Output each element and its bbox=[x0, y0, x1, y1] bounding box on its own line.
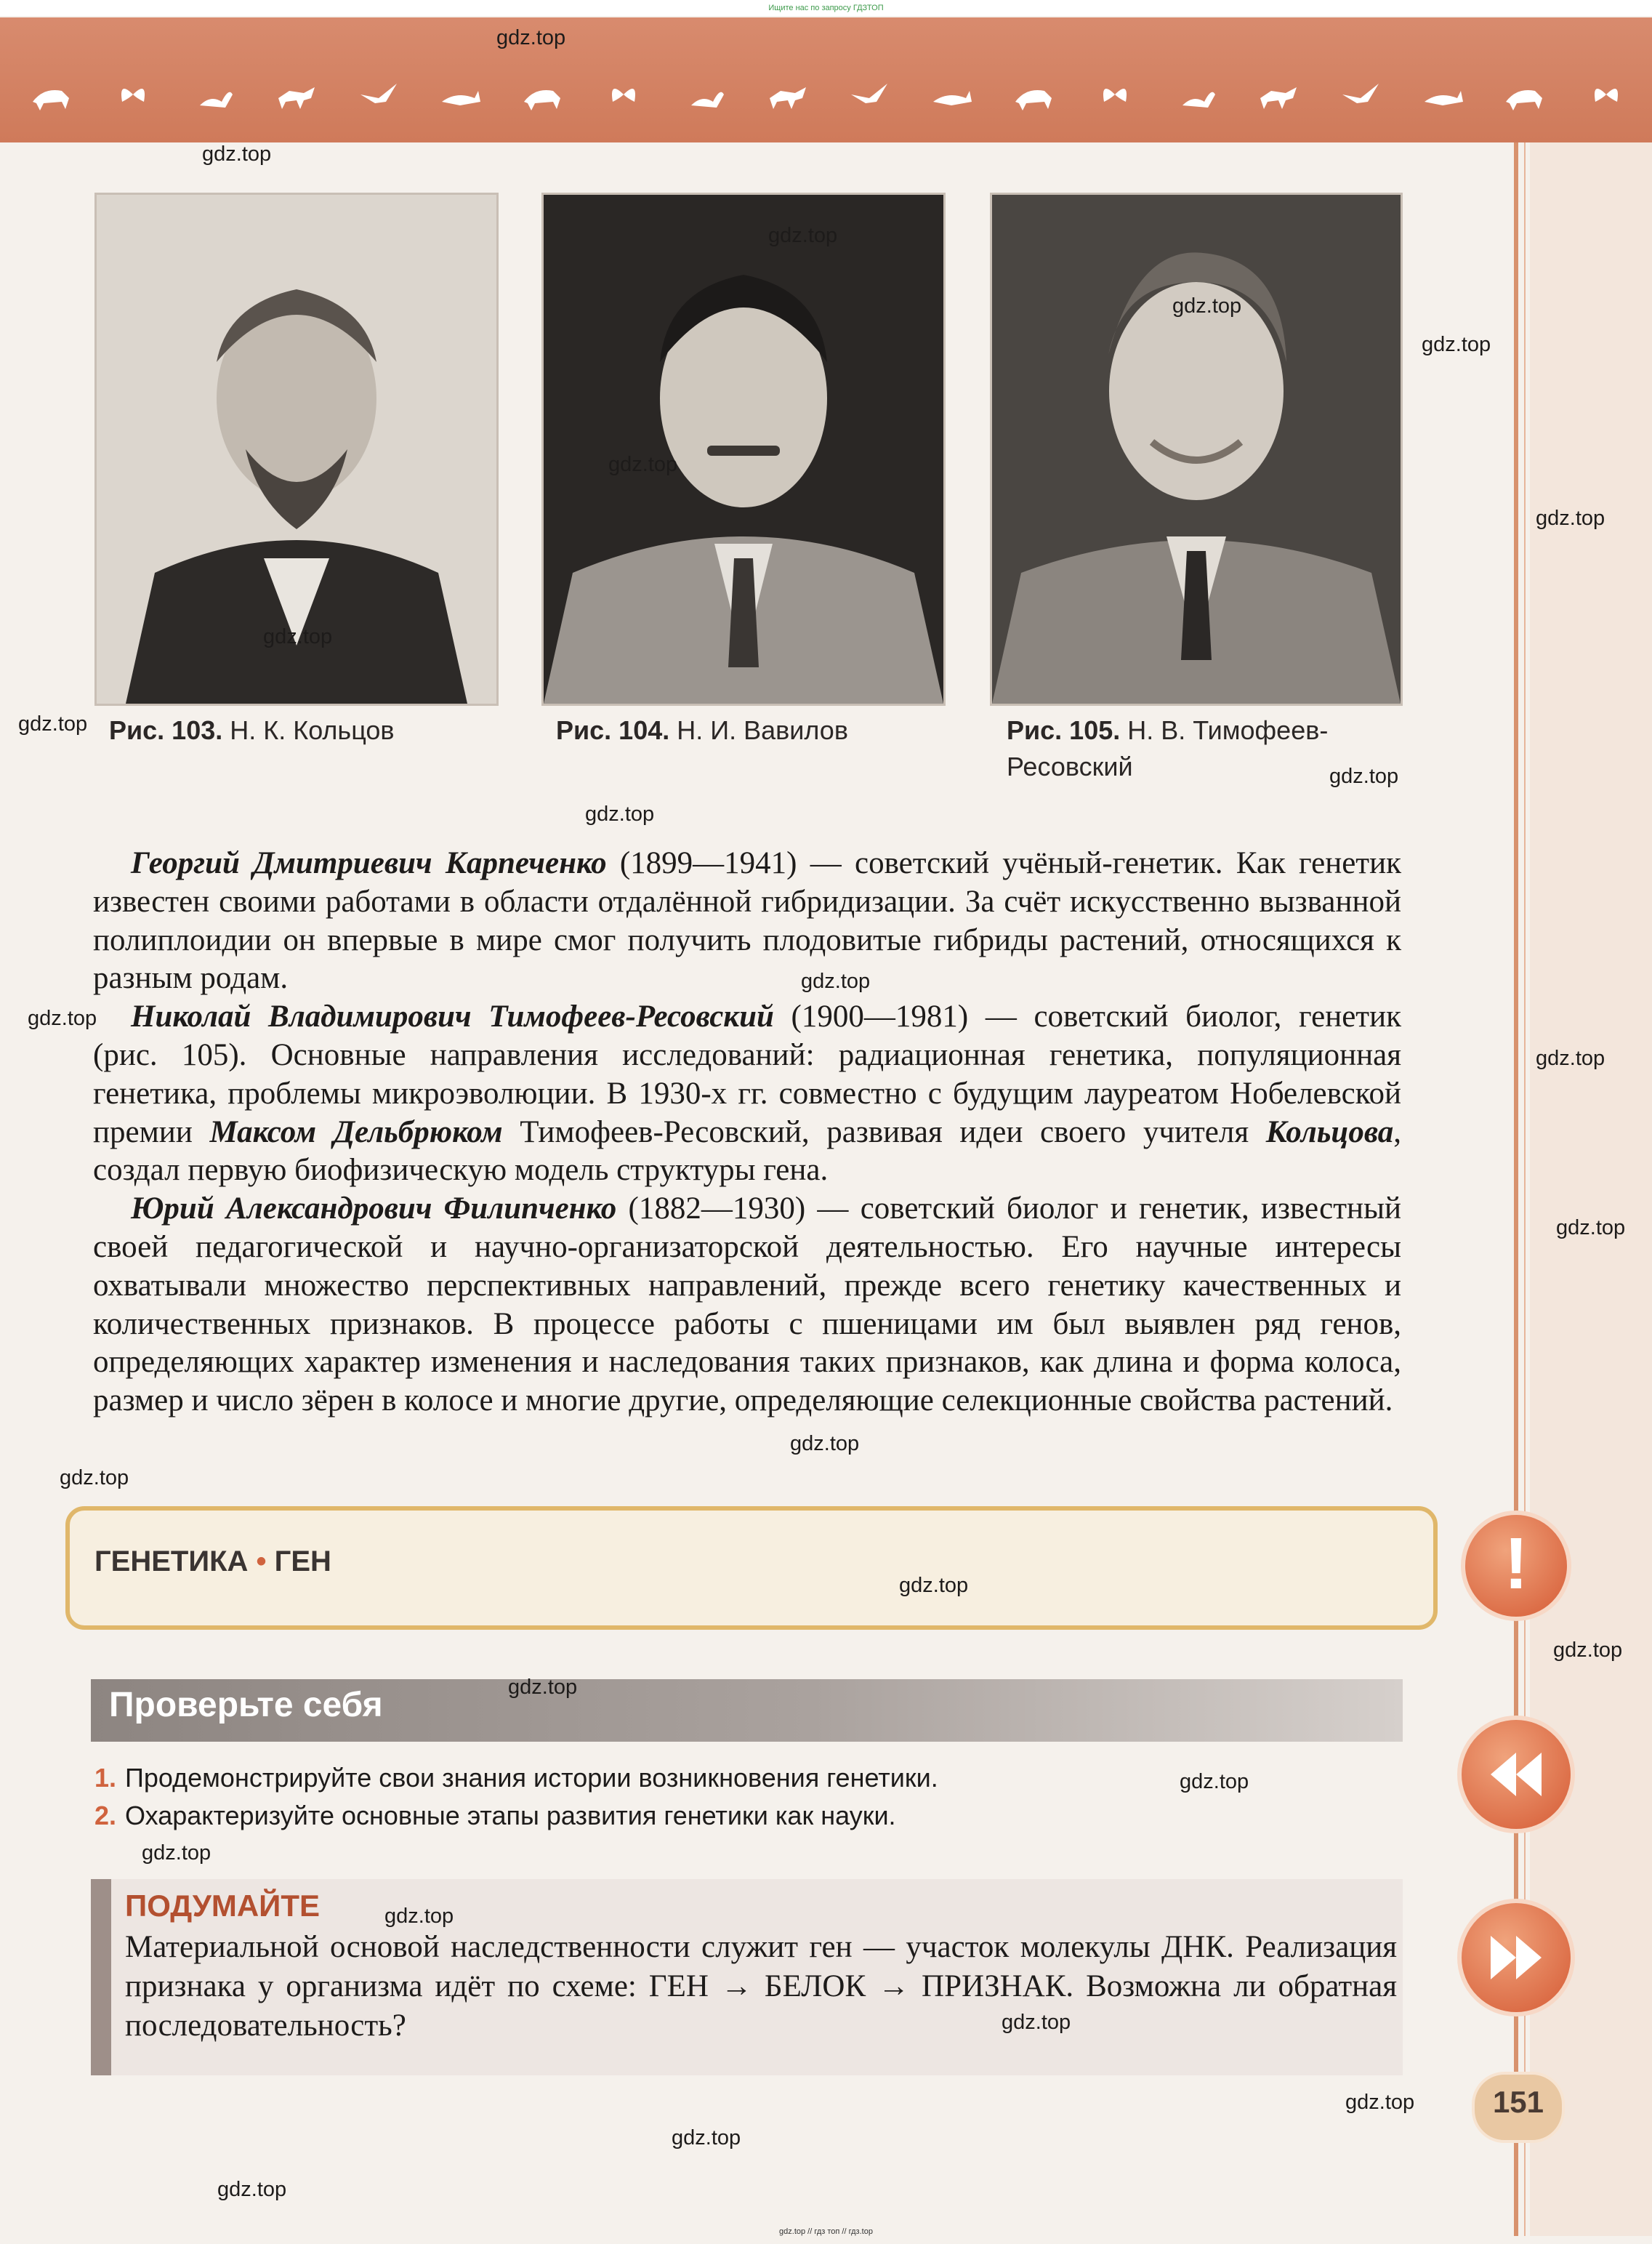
scorpion-silhouette-icon bbox=[1175, 73, 1219, 116]
scorpion-silhouette-icon bbox=[684, 73, 728, 116]
paragraph-text: (1899—1941) — советский учёный-генетик. Как генетик известен своими работами в области отдалённой гибридизации. За счёт искусственно вызванной полиплоидии он впервые в мире смог получить плодовитые гибриды растений, относящихся к разным родам. bbox=[93, 846, 1402, 996]
watermark: gdz.top bbox=[1172, 294, 1242, 318]
portrait-vavilov bbox=[541, 193, 946, 706]
figure-number: Рис. 105. bbox=[1007, 715, 1121, 745]
think-text: Материальной основой наследственности служит ген — участок молекулы ДНК. Реализация признака у организма идёт по схеме: ГЕН → БЕЛОК → ПРИЗНАК. Возможна ли обратная последовательность? bbox=[125, 1930, 1397, 2043]
figure-number: Рис. 104. bbox=[556, 715, 670, 745]
watermark: gdz.top bbox=[585, 803, 655, 826]
watermark: gdz.top bbox=[790, 1432, 860, 1455]
watermark: gdz.top bbox=[202, 142, 272, 166]
watermark: gdz.top bbox=[384, 1905, 454, 1928]
rewind-icon bbox=[1476, 1734, 1556, 1814]
butterfly-silhouette-icon bbox=[1584, 73, 1628, 116]
watermark: gdz.top bbox=[28, 1007, 97, 1030]
watermark: gdz.top bbox=[508, 1676, 578, 1699]
keywords-text bbox=[94, 1545, 331, 1578]
fish-silhouette-icon bbox=[1421, 73, 1464, 116]
bird-silhouette-icon bbox=[1339, 73, 1382, 116]
search-hint: Ищите нас по запросу ГДЗТОП bbox=[0, 0, 1652, 16]
figure-number: Рис. 103. bbox=[109, 715, 223, 745]
item-text: Охарактеризуйте основные этапы развития генетики как науки. bbox=[125, 1801, 896, 1830]
item-number: 1. bbox=[94, 1763, 117, 1793]
butterfly-silhouette-icon bbox=[1093, 73, 1137, 116]
emphasis-name: Кольцова bbox=[1265, 1114, 1394, 1149]
watermark: gdz.top bbox=[18, 712, 88, 736]
horse-silhouette-icon bbox=[1257, 73, 1300, 116]
page-number: 151 bbox=[1492, 2085, 1544, 2119]
keyword-separator: • bbox=[256, 1545, 267, 1577]
watermark: gdz.top bbox=[1329, 765, 1399, 788]
watermark: gdz.top bbox=[1556, 1216, 1626, 1239]
mammal-silhouette-icon bbox=[520, 73, 564, 116]
body-text bbox=[93, 845, 1401, 1420]
watermark: gdz.top bbox=[1422, 333, 1491, 356]
animal-silhouette-row bbox=[29, 73, 1628, 124]
next-page-button[interactable] bbox=[1457, 1899, 1575, 2016]
portrait-timofeev-resovsky bbox=[990, 193, 1403, 706]
butterfly-silhouette-icon bbox=[111, 73, 155, 116]
watermark: gdz.top bbox=[263, 625, 333, 648]
watermark: gdz.top bbox=[1345, 2091, 1415, 2114]
caption-figure-104 bbox=[556, 712, 948, 749]
keyword: ГЕНЕТИКА bbox=[94, 1545, 249, 1577]
paragraph-text: (1900—1981) — советский биолог, генетик (рис. 105). Основные направления исследований: радиационная генетика, популяционная генетика, проблемы микроэволюции. В 1930-х гг. совместно с будущим лауреатом Нобелевской премии bbox=[93, 1000, 1401, 1149]
paragraph-timofeev-resovsky bbox=[93, 998, 1401, 1190]
mammal-silhouette-icon bbox=[1012, 73, 1055, 116]
person-name: Георгий Дмитриевич Карпеченко bbox=[131, 846, 607, 880]
watermark: gdz.top bbox=[142, 1841, 211, 1865]
emphasis-name: Максом Дельбрюком bbox=[209, 1114, 503, 1149]
watermark: gdz.top bbox=[1536, 507, 1605, 530]
fish-silhouette-icon bbox=[438, 73, 482, 116]
think-title: ПОДУМАЙТЕ bbox=[125, 1889, 321, 1923]
horse-silhouette-icon bbox=[275, 73, 318, 116]
paragraph-text: Тимофеев-Ресовский, развивая идеи своего учителя bbox=[502, 1114, 1266, 1149]
watermark: gdz.top bbox=[496, 26, 566, 49]
watermark: gdz.top bbox=[1002, 2011, 1071, 2034]
keyword: ГЕН bbox=[274, 1545, 331, 1577]
scorpion-silhouette-icon bbox=[193, 73, 236, 116]
paragraph-text: (1882—1930) — советский биолог и генетик, известный своей педагогической и научно-организаторской деятельностью. Его научные интересы охватывали множество перспективных направлений, прежде всего генетику качественных и количественных признаков. В процессе работы с пшеницами им был выявлен ряд генов, определяющих характер изменения и наследования таких признаков, как длина и форма колоса, размер и число зёрен в колосе и многие другие, определяющие селекционные свойства растений. bbox=[93, 1191, 1401, 1418]
watermark: gdz.top bbox=[1553, 1638, 1623, 1662]
exclamation-icon: ! bbox=[1461, 1511, 1571, 1621]
mammal-silhouette-icon bbox=[1502, 73, 1546, 116]
watermark: gdz.top bbox=[217, 2178, 287, 2201]
previous-page-button[interactable] bbox=[1457, 1716, 1575, 1833]
item-text: Продемонстрируйте свои знания истории возникновения генетики. bbox=[125, 1763, 938, 1793]
figure-person: Н. В. Тимофеев-Ресовский bbox=[1007, 715, 1329, 781]
figure-person: Н. И. Вавилов bbox=[677, 715, 848, 745]
horse-silhouette-icon bbox=[766, 73, 810, 116]
list-item bbox=[94, 1797, 1403, 1835]
watermark: gdz.top bbox=[801, 970, 871, 993]
watermark: gdz.top bbox=[60, 1466, 129, 1489]
watermark: gdz.top bbox=[672, 2126, 741, 2150]
fish-silhouette-icon bbox=[930, 73, 973, 116]
check-yourself-title: Проверьте себя bbox=[109, 1686, 383, 1724]
watermark: gdz.top bbox=[899, 1574, 969, 1597]
watermark: gdz.top bbox=[1536, 1047, 1605, 1070]
person-name: Николай Владимирович Тимофеев-Ресовский bbox=[131, 1000, 774, 1034]
bird-silhouette-icon bbox=[847, 73, 891, 116]
person-name: Юрий Александрович Филипченко bbox=[131, 1191, 617, 1226]
watermark: gdz.top bbox=[1180, 1770, 1249, 1793]
caption-figure-103 bbox=[109, 712, 501, 749]
footer-note: gdz.top // гдз топ // гдз.top bbox=[779, 2227, 873, 2236]
fast-forward-icon bbox=[1476, 1918, 1556, 1998]
item-number: 2. bbox=[94, 1801, 117, 1830]
bird-silhouette-icon bbox=[357, 73, 400, 116]
paragraph-text: , создал первую биофизическую модель структуры гена. bbox=[93, 1114, 1401, 1188]
watermark: gdz.top bbox=[608, 453, 678, 476]
figure-person: Н. К. Кольцов bbox=[230, 715, 395, 745]
mammal-silhouette-icon bbox=[29, 73, 73, 116]
watermark: gdz.top bbox=[768, 224, 838, 247]
butterfly-silhouette-icon bbox=[602, 73, 645, 116]
paragraph-filipchenko bbox=[93, 1190, 1401, 1420]
paragraph-karpechenko bbox=[93, 845, 1401, 998]
